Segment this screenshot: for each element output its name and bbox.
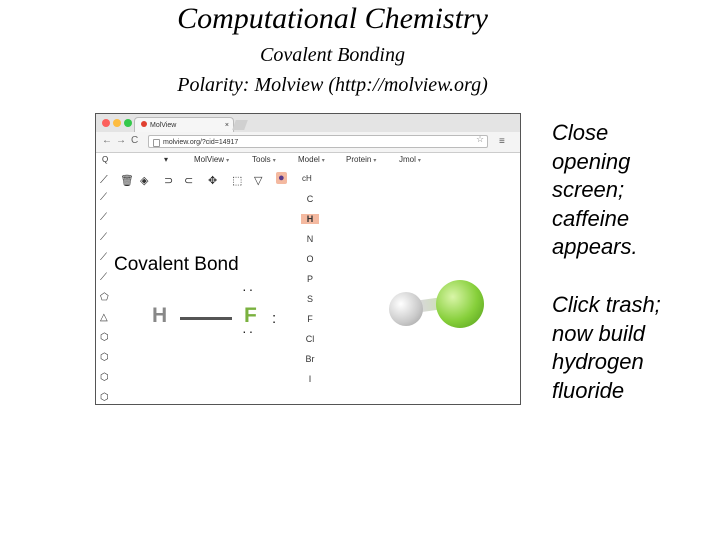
sketcher-toolbar xyxy=(96,170,520,192)
element-i[interactable]: I xyxy=(308,374,312,384)
atom-f-2d[interactable]: F xyxy=(244,304,257,327)
search-dropdown-caret-icon[interactable]: ▾ xyxy=(164,155,169,164)
element-p[interactable]: P xyxy=(306,274,313,284)
lasso-select-icon[interactable]: ▽ xyxy=(254,175,263,187)
address-bar-row xyxy=(96,132,520,153)
element-s[interactable]: S xyxy=(306,294,313,304)
cyclopentane-icon[interactable]: ⬠ xyxy=(100,292,109,303)
lone-pair-right: : xyxy=(272,310,279,327)
double-bond-icon[interactable]: ⟋ xyxy=(100,212,107,223)
maximize-window-dot[interactable] xyxy=(124,119,132,127)
note-line: Click trash; xyxy=(552,292,661,317)
menu-jmol[interactable]: Jmol ▾ xyxy=(399,155,421,164)
lone-pair-top: ·· xyxy=(242,281,256,297)
url-text: molview.org/?cid=14917 xyxy=(163,139,239,146)
note-line: now build xyxy=(552,320,645,346)
close-window-dot[interactable] xyxy=(102,119,110,127)
single-bond-icon[interactable]: ⟋ xyxy=(100,192,107,203)
element-o[interactable]: O xyxy=(306,254,314,264)
reload-button[interactable]: C xyxy=(131,135,139,146)
browser-tab-molview[interactable] xyxy=(134,117,234,133)
cyclopropane-icon[interactable]: △ xyxy=(100,312,108,323)
molview-menu-bar xyxy=(96,153,520,168)
cyclohexane-icon[interactable]: ⬡ xyxy=(100,332,109,343)
trash-icon[interactable]: 🗑 xyxy=(120,175,134,187)
note-line: opening xyxy=(552,148,631,174)
redo-icon[interactable]: ⊂ xyxy=(184,175,194,187)
hydrogen-atom-3d[interactable] xyxy=(389,292,423,326)
wedge-bond-icon[interactable]: ⟋ xyxy=(100,252,107,263)
element-cl[interactable]: Cl xyxy=(305,334,315,344)
tab-label: MolView xyxy=(150,122,177,129)
bond-tool-icon[interactable]: ⟋ xyxy=(100,174,108,186)
fluorine-atom-3d[interactable] xyxy=(436,280,484,328)
search-icon[interactable]: Q xyxy=(102,155,109,164)
molview-screenshot xyxy=(95,113,521,405)
tab-close-icon[interactable]: × xyxy=(224,122,229,129)
undo-icon[interactable]: ⊃ xyxy=(164,175,174,187)
atom-h-2d[interactable]: H xyxy=(152,304,168,327)
covalent-bond-label: Covalent Bond xyxy=(114,254,239,275)
move-icon[interactable]: ✥ xyxy=(208,175,218,187)
slide-title: Computational Chemistry xyxy=(177,2,488,35)
cyclooctane-icon[interactable]: ⬡ xyxy=(100,392,109,403)
color-mode-icon[interactable]: ● xyxy=(278,172,285,184)
bookmark-star-icon[interactable]: ☆ xyxy=(476,134,485,144)
note-line: caffeine xyxy=(552,205,630,231)
bond-line-2d[interactable] xyxy=(180,317,232,320)
note-line: Close xyxy=(552,120,609,145)
instruction-note-1 xyxy=(552,119,638,262)
note-line: appears. xyxy=(552,234,638,259)
minimize-window-dot[interactable] xyxy=(113,119,121,127)
browser-tab-bar xyxy=(96,114,520,132)
rectangle-select-icon[interactable]: ⬚ xyxy=(232,175,243,187)
hash-bond-icon[interactable]: ⟋ xyxy=(100,272,107,283)
eraser-icon[interactable]: ◈ xyxy=(140,175,149,187)
lock-icon xyxy=(153,139,160,147)
instruction-note-2 xyxy=(552,291,661,405)
browser-menu-icon[interactable]: ≡ xyxy=(499,136,505,147)
slide-subtitle-1: Covalent Bonding xyxy=(260,44,405,66)
menu-molview[interactable]: MolView ▾ xyxy=(194,155,230,164)
benzene-icon[interactable]: ⬡ xyxy=(100,352,109,363)
element-h[interactable]: H xyxy=(301,214,319,224)
menu-protein[interactable]: Protein ▾ xyxy=(346,155,377,164)
molview-favicon-icon xyxy=(141,121,147,127)
menu-tools[interactable]: Tools ▾ xyxy=(252,155,276,164)
element-n[interactable]: N xyxy=(306,234,314,244)
new-tab-button[interactable] xyxy=(232,120,248,130)
charge-tool-icon[interactable]: cH xyxy=(302,174,312,183)
lone-pair-bottom: ·· xyxy=(242,323,256,339)
element-f[interactable]: F xyxy=(307,314,313,324)
triple-bond-icon[interactable]: ⟋ xyxy=(100,232,107,243)
back-button[interactable]: ← xyxy=(102,135,112,146)
element-c[interactable]: C xyxy=(306,194,314,204)
element-br[interactable]: Br xyxy=(305,354,315,364)
slide-subtitle-2: Polarity: Molview (http://molview.org) xyxy=(177,74,488,96)
url-input[interactable] xyxy=(148,135,488,148)
menu-model[interactable]: Model ▾ xyxy=(298,155,325,164)
cycloheptane-icon[interactable]: ⬡ xyxy=(100,372,109,383)
note-line: fluoride xyxy=(552,377,625,403)
note-line: screen; xyxy=(552,177,625,202)
note-line: hydrogen xyxy=(552,349,644,374)
forward-button[interactable]: → xyxy=(116,135,126,146)
